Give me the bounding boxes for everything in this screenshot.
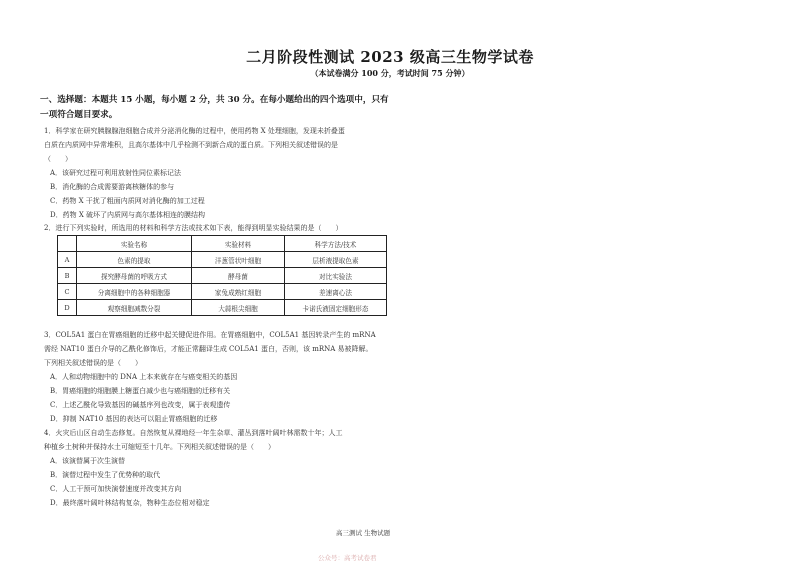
- table-cell: 探究酵母菌的呼吸方式: [77, 268, 192, 284]
- q1-stem-line2: 白质在内质网中异常堆积，且高尔基体中几乎检测不到新合成的蛋白质。下列相关叙述错误的是: [44, 141, 338, 149]
- table-cell: 大蒜根尖细胞: [192, 300, 285, 316]
- table-cell: A: [58, 252, 77, 268]
- table-cell: 洋葱管状叶细胞: [192, 252, 285, 268]
- q1-option-c: C．药物 X 干扰了粗面内质网对消化酶的加工过程: [50, 197, 205, 205]
- table-header-cell: [58, 236, 77, 252]
- q4-option-c: C．人工干预可加快演替速度并改变其方向: [50, 485, 182, 493]
- table-row: [58, 268, 387, 284]
- table-header-row: [58, 236, 387, 252]
- table-cell: B: [58, 268, 77, 284]
- section-heading-line2: 一项符合题目要求。: [40, 110, 118, 120]
- table-cell: C: [58, 284, 77, 300]
- table-cell: 卡诺氏液固定细胞形态: [285, 300, 387, 316]
- q3-option-d: D．抑制 NAT10 基因的表达可以阻止胃癌细胞的迁移: [50, 415, 218, 423]
- q3-option-c: C．上述乙酰化导致基因的碱基序列也改变，属于表观遗传: [50, 401, 231, 409]
- page-subtitle: （本试卷满分 100 分，考试时间 75 分钟）: [310, 68, 470, 78]
- table-cell: 酵母菌: [192, 268, 285, 284]
- q4-option-b: B．演替过程中发生了优势种的取代: [50, 471, 161, 479]
- q3-stem-line1: 3．COL5A1 蛋白在胃癌细胞的迁移中起关键促进作用。在胃癌细胞中，COL5A1 基因转录产生的 mRNA: [44, 331, 376, 339]
- table-row: [58, 252, 387, 268]
- table-header-cell: 实验材料: [192, 236, 285, 252]
- table-cell: 分离细胞中的各种细胞器: [77, 284, 192, 300]
- page-title: 二月阶段性测试 2023 级高三生物学试卷: [246, 48, 534, 66]
- table-cell: 对比实验法: [285, 268, 387, 284]
- table-cell: 观察细胞减数分裂: [77, 300, 192, 316]
- q4-stem-line2: 种植乡土树种并保持水土可缩短至十几年。下列相关叙述错误的是（ ）: [44, 443, 275, 451]
- watermark: 公众号：高考试卷君: [318, 554, 377, 562]
- q4-option-a: A．该演替属于次生演替: [50, 457, 126, 465]
- q1-option-d: D．药物 X 破坏了内质网与高尔基体相连的膜结构: [50, 211, 206, 219]
- q3-option-a: A．人和动物细胞中的 DNA 上本来就存在与癌变相关的基因: [50, 373, 238, 381]
- table-cell: 家兔成熟红细胞: [192, 284, 285, 300]
- table-cell: D: [58, 300, 77, 316]
- table-cell: 色素的提取: [77, 252, 192, 268]
- q1-stem-line3: （ ）: [44, 155, 72, 163]
- q3-stem-line2: 需经 NAT10 蛋白介导的乙酰化修饰后，才能正常翻译生成 COL5A1 蛋白，否则，该 mRNA 易被降解。: [44, 345, 373, 353]
- q3-stem-line3: 下列相关叙述错误的是（ ）: [44, 359, 142, 367]
- section-heading-line1: 一、选择题：本题共 15 小题，每小题 2 分，共 30 分。在每小题给出的四个选项中，只有: [40, 95, 389, 105]
- q3-option-b: B．胃癌细胞的细胞膜上糖蛋白减少也与癌细胞的迁移有关: [50, 387, 231, 395]
- q4-stem-line1: 4．火灾后山区自动生态修复。自然恢复从裸地经一年生杂草、灌丛到落叶阔叶林需数十年；人工: [44, 429, 343, 437]
- q1-option-b: B．消化酶的合成需要游离核糖体的参与: [50, 183, 175, 191]
- q1-option-a: A．该研究过程可利用放射性同位素标记法: [50, 169, 182, 177]
- table-cell: 层析液提取色素: [285, 252, 387, 268]
- table-header-cell: 实验名称: [77, 236, 192, 252]
- table-row: [58, 300, 387, 316]
- q2-stem: 2．进行下列实验时，所选用的材料和科学方法或技术如下表，能得到明显实验结果的是（ ）: [44, 224, 343, 232]
- table-cell: 差速离心法: [285, 284, 387, 300]
- table-row: [58, 284, 387, 300]
- page-footer: 高三测试 生物试题: [336, 529, 391, 537]
- q1-stem-line1: 1．科学家在研究胰腺腺泡细胞合成并分泌消化酶的过程中，使用药物 X 处理细胞，发现未折叠蛋: [44, 127, 345, 135]
- table-header-cell: 科学方法/技术: [285, 236, 387, 252]
- experiment-table: [57, 235, 387, 316]
- q4-option-d: D．最终落叶阔叶林结构复杂，物种生态位相对稳定: [50, 499, 210, 507]
